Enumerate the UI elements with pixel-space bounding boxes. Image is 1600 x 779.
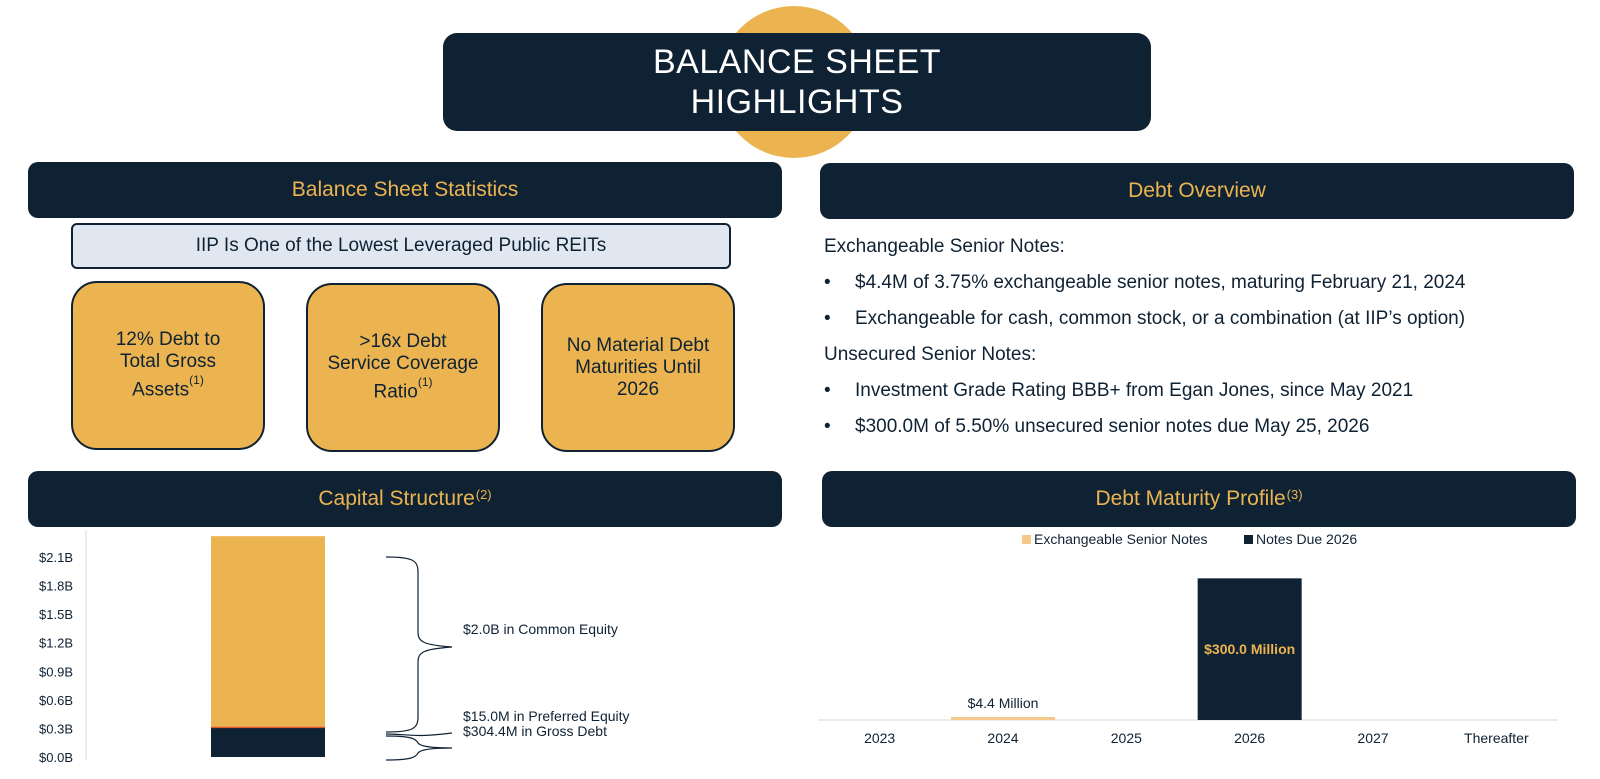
x-tick-label: 2026: [1234, 730, 1266, 746]
stat-box-footnote: (1): [189, 373, 204, 388]
debt-overview-title: Debt Overview: [1128, 179, 1266, 202]
debt-overview-header: [820, 163, 1574, 219]
bullet-mark: •: [824, 380, 831, 401]
debt-bullet-text: Exchangeable for cash, common stock, or a combination (at IIP’s option): [855, 308, 1466, 329]
annotation-gross-debt: $304.4M in Gross Debt: [463, 723, 607, 739]
bar-segment-gross-debt: [211, 728, 325, 757]
stat-box-line: No Material Debt: [566, 334, 710, 356]
x-tick-label: 2024: [987, 730, 1019, 746]
debt-bullet: [824, 380, 1413, 402]
page-title-line2: HIGHLIGHTS: [690, 83, 904, 121]
stat-box-line: Ratio: [373, 381, 418, 403]
y-tick-label: $1.5B: [39, 607, 73, 623]
leverage-banner: [71, 223, 731, 269]
y-tick-label: $1.8B: [39, 578, 73, 594]
page-title: [443, 33, 1151, 131]
stat-box-line: Total Gross: [119, 351, 217, 373]
x-tick-label: 2025: [1110, 730, 1142, 746]
unsecured-notes-heading: Unsecured Senior Notes:: [824, 344, 1037, 365]
stat-box-coverage-ratio: [306, 283, 500, 452]
legend-label: Notes Due 2026: [1256, 531, 1358, 547]
bar-segment-common-equity: [211, 536, 325, 726]
annotation-preferred-equity: $15.0M in Preferred Equity: [463, 708, 630, 724]
stat-box-footnote: (1): [417, 375, 433, 390]
debt-bullet: [824, 416, 1369, 438]
brace-common-equity: [386, 557, 452, 732]
balance-sheet-statistics-header: [28, 162, 782, 218]
legend-label: Exchangeable Senior Notes: [1034, 531, 1208, 547]
leverage-banner-text: IIP Is One of the Lowest Leveraged Public REITs: [195, 235, 607, 256]
legend-swatch: [1022, 535, 1031, 544]
legend-swatch: [1244, 535, 1253, 544]
bullet-mark: •: [824, 416, 831, 437]
bar-exchangeable-senior-notes: [951, 717, 1055, 720]
debt-maturity-footnote: (3): [1286, 486, 1303, 502]
exchangeable-notes-heading: Exchangeable Senior Notes:: [824, 236, 1065, 257]
balance-sheet-statistics-title: Balance Sheet Statistics: [291, 178, 519, 201]
page-title-line1: BALANCE SHEET: [652, 43, 942, 81]
y-tick-label: $0.6B: [39, 692, 73, 708]
debt-bullet-text: $300.0M of 5.50% unsecured senior notes due May 25, 2026: [855, 416, 1370, 437]
bullet-mark: •: [824, 308, 831, 329]
debt-maturity-header: [822, 471, 1576, 527]
brace-preferred-equity: [386, 733, 452, 736]
stat-box-line: Service Coverage: [327, 353, 479, 375]
bullet-mark: •: [824, 272, 831, 293]
bar-segment-preferred-equity: [211, 727, 325, 729]
stat-box-debt-to-assets: [71, 281, 265, 450]
stat-box-line: Assets: [132, 379, 190, 401]
y-tick-label: $0.9B: [39, 664, 73, 680]
capital-structure-header: [28, 471, 782, 527]
y-tick-label: $1.2B: [39, 635, 73, 651]
brace-gross-debt: [386, 736, 452, 760]
y-tick-label: $0.0B: [39, 750, 73, 765]
x-tick-label: Thereafter: [1464, 730, 1529, 746]
x-tick-label: 2023: [864, 730, 896, 746]
y-tick-label: $2.1B: [39, 550, 73, 566]
debt-bullet: [824, 272, 1466, 294]
debt-bullet: [824, 308, 1465, 330]
annotation-common-equity: $2.0B in Common Equity: [463, 621, 618, 637]
debt-bullet-text: Investment Grade Rating BBB+ from Egan Jones, since May 2021: [855, 380, 1414, 401]
y-tick-label: $0.3B: [39, 721, 73, 737]
stat-box-line: 12% Debt to: [115, 329, 221, 351]
capital-structure-footnote: (2): [475, 486, 492, 502]
capital-structure-chart: [0, 530, 800, 779]
stat-box-line: >16x Debt: [359, 331, 447, 353]
x-tick-label: 2027: [1357, 730, 1389, 746]
stat-box-maturities: [541, 283, 735, 452]
stat-box-line: Maturities Until: [575, 356, 701, 378]
debt-maturity-title: Debt Maturity Profile: [1095, 487, 1286, 510]
debt-maturity-chart: [800, 530, 1600, 779]
debt-bullet-text: $4.4M of 3.75% exchangeable senior notes, maturing February 21, 2024: [855, 272, 1466, 293]
data-label: $4.4 Million: [967, 695, 1039, 711]
data-label: $300.0 Million: [1204, 641, 1296, 658]
capital-structure-title: Capital Structure: [318, 487, 475, 510]
stat-box-line: 2026: [616, 378, 660, 400]
